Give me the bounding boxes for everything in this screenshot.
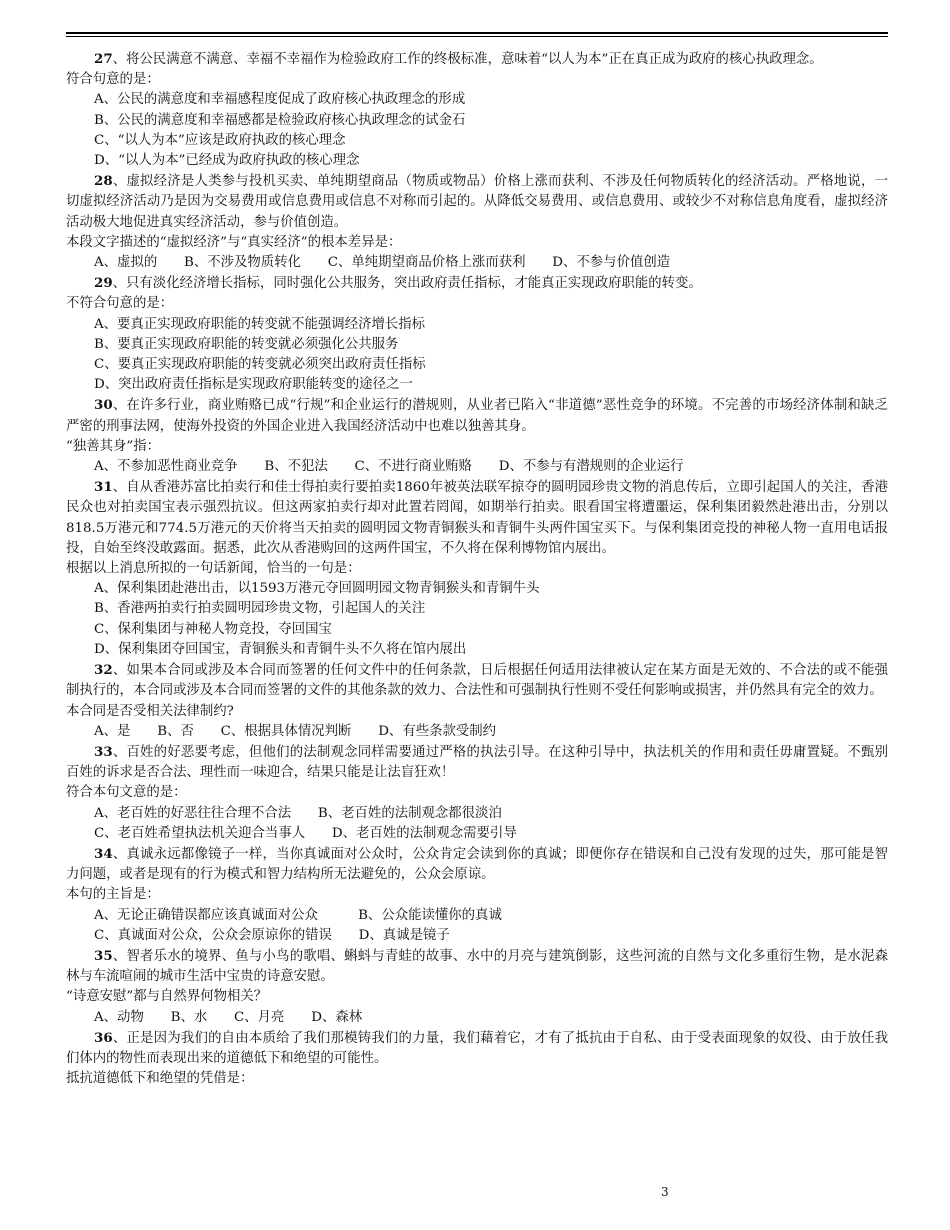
question-27-prompt: 符合句意的是： (66, 72, 160, 88)
question-32-prompt: 本合同是否受相关法律制约? (66, 703, 234, 719)
option-c: C、保利集团与神秘人物竞投，夺回国宝 (94, 621, 332, 637)
question-33-stem: 33、百姓的好恶要考虑，但他们的法制观念同样需要通过严格的执法引导。在这种引导中，执法机关的作用和责任毋庸置疑。不甄别百姓的诉求是否合法、理性而一味迎合，结果只能是让法盲狂欢！ (66, 743, 888, 781)
question-31-prompt: 根据以上消息所拟的一句话新闻，恰当的一句是： (66, 561, 361, 577)
question-number: 33 (94, 743, 113, 760)
option-c: C、月亮 (234, 1009, 285, 1025)
question-number: 36 (94, 1029, 113, 1046)
question-number: 32 (94, 662, 113, 679)
option-a: A、是 (94, 723, 131, 739)
question-number: 28 (94, 173, 113, 190)
option-d: D、森林 (311, 1009, 363, 1025)
question-number: 35 (94, 947, 113, 964)
option-b: B、不犯法 (264, 459, 328, 475)
question-35-prompt: “诗意安慰”都与自然界何物相关？ (66, 989, 268, 1005)
option-a: A、公民的满意度和幸福感程度促成了政府核心执政理念的形成 (94, 92, 466, 108)
question-34-options-row2 (66, 926, 888, 946)
question-28-stem: 28、虚拟经济是人类参与投机买卖、单纯期望商品（物质或物品）价格上涨而获利、不涉及任何物质转化的经济活动。严格地说，一切虚拟经济活动乃是因为交易费用或信息费用或信息不对称而引起的。从降低交易费用、或信息费用、或较少不对称信息角度看，虚拟经济活动极大地促进真实经济活动，参与价值创造。 (66, 173, 888, 230)
option-d: D、突出政府责任指标是实现政府职能转变的途径之一 (94, 377, 413, 393)
question-28-options (66, 253, 888, 273)
option-c: C、单纯期望商品价格上涨而获利 (327, 255, 526, 271)
question-31-stem: 31、自从香港苏富比拍卖行和佳士得拍卖行要拍卖1860年被英法联军掠夺的圆明园珍贵文物的消息传后，立即引起国人的关注，香港民众也对拍卖国宝表示强烈抗议。但这两家拍卖行却对此置若罔闻，如期举行拍卖。眼看国宝将遭噩运，保利集团毅然赴港出击，分别以818.5万港元和774.5万港元的天价将当天拍卖的圆明园文物青铜猴头和青铜牛头两件国宝买下。与保利集团竞投的神秘人物一直用电话报投，自始至终没敢露面。据悉，此次从香港购回的这两件国宝，不久将在保利博物馆内展出。 (66, 479, 888, 556)
option-d: D、不参与有潜规则的企业运行 (498, 459, 684, 475)
question-30-prompt: “独善其身”指： (66, 438, 161, 454)
option-a: A、保利集团赴港出击，以1593万港元夺回圆明园文物青铜猴头和青铜牛头 (94, 581, 540, 597)
option-c: C、老百姓希望执法机关迎合当事人 (94, 825, 306, 841)
question-32-stem: 32、如果本合同或涉及本合同而签署的任何文件中的任何条款，日后根据任何适用法律被认定在某方面是无效的、不合法的或不能强制执行的，本合同或涉及本合同而签署的文件的其他条款的效力、合法性和可强制执行性则不受任何影响或损害，并仍然具有完全的效力。 (66, 662, 888, 699)
question-34-prompt: 本句的主旨是： (66, 887, 160, 903)
question-36-stem: 36、正是因为我们的自由本质给了我们那模铸我们的力量，我们藉着它，才有了抵抗由于自私、由于受表面现象的奴役、由于放任我们体内的物性而表现出来的道德低下和绝望的可能性。 (66, 1029, 888, 1066)
option-d: D、老百姓的法制观念需要引导 (331, 825, 517, 841)
question-33-options-row1 (66, 804, 888, 824)
option-b: B、否 (157, 723, 194, 739)
option-d: D、“以人为本”已经成为政府执政的核心理念 (94, 153, 360, 169)
question-34-stem: 34、真诚永远都像镜子一样，当你真诚面对公众时，公众肯定会读到你的真诚；即便你存在错误和自己没有发现的过失，那可能是智力问题，或者是现有的行为模式和智力结构所无法避免的，公众会原谅。 (66, 845, 888, 883)
question-36-prompt: 抵抗道德低下和绝望的凭借是： (66, 1071, 254, 1087)
question-29-stem: 29、只有淡化经济增长指标，同时强化公共服务，突出政府责任指标，才能真正实现政府职能的转变。 (94, 275, 702, 292)
option-a: A、虚拟的 (94, 255, 158, 271)
question-28-prompt: 本段文字描述的“虚拟经济”与“真实经济”的根本差异是： (66, 234, 402, 250)
page-number: 3 (661, 1185, 669, 1199)
option-b: B、水 (170, 1009, 208, 1025)
option-a: A、要真正实现政府职能的转变就不能强调经济增长指标 (94, 316, 426, 332)
question-number: 27 (94, 51, 113, 67)
option-d: D、不参与价值创造 (552, 255, 671, 271)
option-c: C、根据具体情况判断 (220, 723, 352, 739)
option-d: D、有些条款受制约 (378, 723, 497, 739)
option-a: A、动物 (94, 1009, 144, 1025)
option-a: A、无论正确错误都应该真诚面对公众 (94, 907, 318, 923)
question-33-prompt: 符合本句文意的是： (66, 785, 187, 801)
question-number: 29 (94, 275, 113, 292)
question-number: 31 (94, 479, 113, 496)
option-b: B、老百姓的法制观念都很淡泊 (317, 805, 502, 821)
question-29-prompt: 不符合句意的是： (66, 296, 174, 312)
option-c: C、真诚面对公众，公众会原谅你的错误 (94, 927, 332, 943)
option-b: B、不涉及物质转化 (184, 255, 301, 271)
option-b: B、公民的满意度和幸福感都是检验政府核心执政理念的试金石 (94, 112, 466, 128)
option-a: A、不参加恶性商业竞争 (94, 459, 238, 475)
option-c: C、不进行商业贿赂 (354, 459, 472, 475)
question-35-stem: 35、智者乐水的境界、鱼与小鸟的歌唱、蝌蚪与青蛙的故事、水中的月亮与建筑倒影，这些河流的自然与文化多重衍生物，是水泥森林与车流喧闹的城市生活中宝贵的诗意安慰。 (66, 947, 888, 985)
option-d: D、真诚是镜子 (358, 927, 450, 943)
document-body (66, 49, 888, 1089)
question-35-options (66, 1008, 888, 1028)
question-number: 30 (94, 397, 113, 414)
question-30-options (66, 457, 888, 477)
question-33-options-row2 (66, 824, 888, 844)
option-c: C、要真正实现政府职能的转变就必须突出政府责任指标 (94, 357, 426, 373)
option-b: B、要真正实现政府职能的转变就必须强化公共服务 (94, 336, 399, 352)
question-34-options-row1 (66, 906, 888, 926)
question-32-options (66, 722, 888, 742)
option-d: D、保利集团夺回国宝，青铜猴头和青铜牛头不久将在馆内展出 (94, 641, 467, 657)
header-rule-thin (66, 36, 888, 37)
option-b: B、香港两拍卖行拍卖圆明园珍贵文物，引起国人的关注 (94, 601, 426, 617)
option-c: C、“以人为本”应该是政府执政的核心理念 (94, 132, 346, 148)
question-number: 34 (94, 845, 113, 862)
question-27-stem: 27、将公民满意不满意、幸福不幸福作为检验政府工作的终极标准，意味着“以人为本”正在真正成为政府的核心执政理念。 (94, 51, 823, 67)
option-b: B、公众能读懂你的真诚 (358, 907, 502, 923)
question-30-stem: 30、在许多行业，商业贿赂已成“行规”和企业运行的潜规则，从业者已陷入“非道德”恶性竞争的环境。不完善的市场经济体制和缺乏严密的刑事法网，使海外投资的外国企业进入我国经济活动中也难以独善其身。 (66, 397, 888, 434)
header-rule-thick (66, 32, 888, 34)
option-a: A、老百姓的好恶往往合理不合法 (94, 805, 292, 821)
